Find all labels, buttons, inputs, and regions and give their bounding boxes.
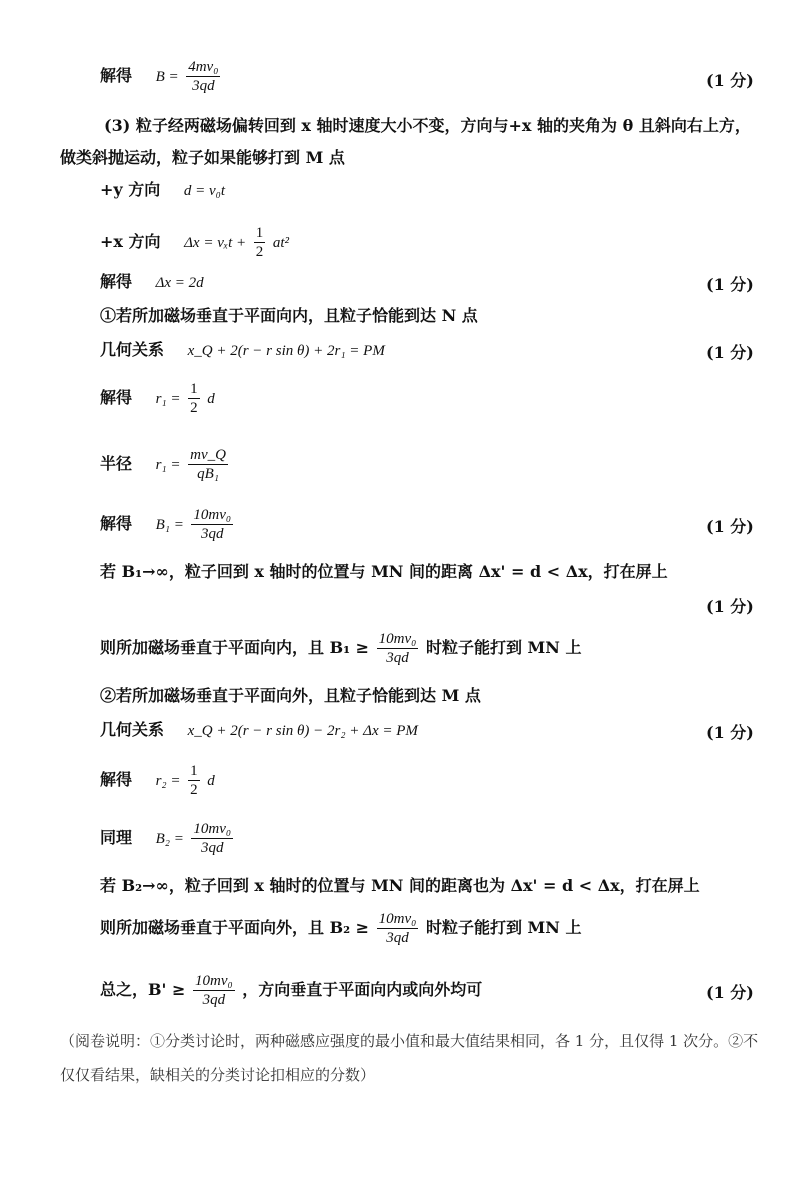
numerator: 1 — [190, 381, 198, 397]
formula: B₁ = — [155, 517, 184, 533]
formula: B₂ = — [155, 831, 184, 847]
solution-line — [100, 446, 230, 483]
denominator: qB₁ — [197, 466, 219, 482]
conclusion-text: 时粒子能打到 MN 上 — [425, 638, 582, 657]
solution-line — [100, 820, 235, 857]
solution-line — [100, 720, 418, 741]
numerator: 4mv₀ — [188, 59, 219, 75]
fraction — [191, 820, 233, 857]
numerator: 1 — [255, 225, 264, 241]
score-label: (1 分) — [706, 343, 754, 362]
lead-label: 解得 — [100, 388, 133, 407]
formula: r₁ = — [155, 457, 181, 473]
paragraph: 若 B₁→∞，粒子回到 x 轴时的位置与 MN 间的距离 Δx' = d < Δx，打在屏上 — [100, 562, 668, 581]
numerator: mv_Q — [190, 447, 226, 463]
conclusion-text: 则所加磁场垂直于平面向外，且 B₂ ≥ — [100, 918, 370, 937]
score-label: (1 分) — [706, 71, 754, 90]
formula: r₂ = — [155, 773, 181, 789]
paragraph: 做类斜抛运动，粒子如果能够打到 M 点 — [60, 148, 345, 167]
fraction — [188, 380, 200, 417]
solution-line — [100, 910, 581, 947]
grading-note: （阅卷说明：①分类讨论时，两种磁感应强度的最小值和最大值结果相同，各 1 分，且仅得 1 次分。②不仅仅看结果，缺相关的分类讨论扣相应的分数） — [60, 1032, 759, 1084]
numerator: 10mv₀ — [378, 631, 417, 647]
fraction — [191, 506, 233, 543]
solution-line — [100, 506, 235, 543]
fraction — [254, 224, 266, 261]
score-label: (1 分) — [706, 723, 754, 742]
formula: B = — [155, 69, 179, 85]
formula: x_Q + 2(r − r sin θ) + 2r₁ = PM — [187, 343, 385, 359]
paragraph: 若 B₂→∞，粒子回到 x 轴时的位置与 MN 间的距离也为 Δx' = d < Δx，打在屏上 — [100, 876, 700, 895]
lead-label: +y 方向 — [100, 180, 161, 199]
solution-line — [100, 58, 222, 95]
numerator: 10mv₀ — [378, 911, 417, 927]
lead-label: 解得 — [100, 770, 133, 789]
numerator: 10mv₀ — [194, 973, 233, 989]
numerator: 1 — [190, 763, 198, 779]
lead-label: 半径 — [100, 454, 133, 473]
lead-label: 解得 — [100, 514, 133, 533]
lead-label: 几何关系 — [100, 720, 165, 739]
solution-line — [100, 224, 289, 261]
score-label: (1 分) — [706, 597, 754, 616]
denominator: 2 — [255, 244, 264, 260]
solution-line — [100, 272, 204, 293]
lead-label: +x 方向 — [100, 232, 161, 251]
lead-label: 解得 — [100, 272, 133, 291]
formula: d = v₀t — [183, 183, 226, 199]
solution-line — [100, 630, 581, 667]
solution-line — [100, 180, 225, 201]
denominator: 2 — [190, 400, 198, 416]
formula: at² — [272, 235, 289, 251]
solution-line — [100, 762, 215, 799]
conclusion-text: 则所加磁场垂直于平面向内，且 B₁ ≥ — [100, 638, 370, 657]
score-label: (1 分) — [706, 275, 754, 294]
conclusion-text: ，方向垂直于平面向内或向外均可 — [242, 980, 483, 999]
formula: d — [207, 391, 215, 407]
formula: r₁ = — [155, 391, 181, 407]
conclusion-text: 总之，B' ≥ — [100, 980, 186, 999]
summary-line — [100, 972, 482, 1009]
lead-label: 同理 — [100, 828, 133, 847]
fraction — [186, 58, 220, 95]
case-heading: ②若所加磁场垂直于平面向外，且粒子恰能到达 M 点 — [100, 686, 481, 705]
denominator: 3qd — [202, 992, 226, 1008]
numerator: 10mv₀ — [193, 821, 232, 837]
score-label: (1 分) — [706, 983, 754, 1002]
denominator: 2 — [190, 782, 198, 798]
fraction — [193, 972, 235, 1009]
formula: Δx = vₓt + — [184, 235, 247, 251]
lead-label: 解得 — [100, 66, 133, 85]
score-label: (1 分) — [706, 517, 754, 536]
fraction — [188, 762, 200, 799]
fraction — [377, 910, 419, 947]
denominator: 3qd — [201, 526, 224, 542]
numerator: 10mv₀ — [193, 507, 232, 523]
fraction — [188, 446, 228, 483]
denominator: 3qd — [386, 930, 409, 946]
solution-line — [100, 380, 215, 417]
conclusion-text: 时粒子能打到 MN 上 — [425, 918, 582, 937]
solution-line — [100, 340, 385, 361]
formula: x_Q + 2(r − r sin θ) − 2r₂ + Δx = PM — [187, 723, 418, 739]
formula: d — [207, 773, 215, 789]
denominator: 3qd — [201, 840, 224, 856]
denominator: 3qd — [386, 650, 409, 666]
denominator: 3qd — [192, 78, 215, 94]
case-heading: ①若所加磁场垂直于平面向内，且粒子恰能到达 N 点 — [100, 306, 478, 325]
formula: Δx = 2d — [155, 275, 204, 291]
paragraph: (3) 粒子经两磁场偏转回到 x 轴时速度大小不变，方向与+x 轴的夹角为 θ 且斜向右上方， — [104, 116, 751, 135]
lead-label: 几何关系 — [100, 340, 165, 359]
fraction — [377, 630, 419, 667]
